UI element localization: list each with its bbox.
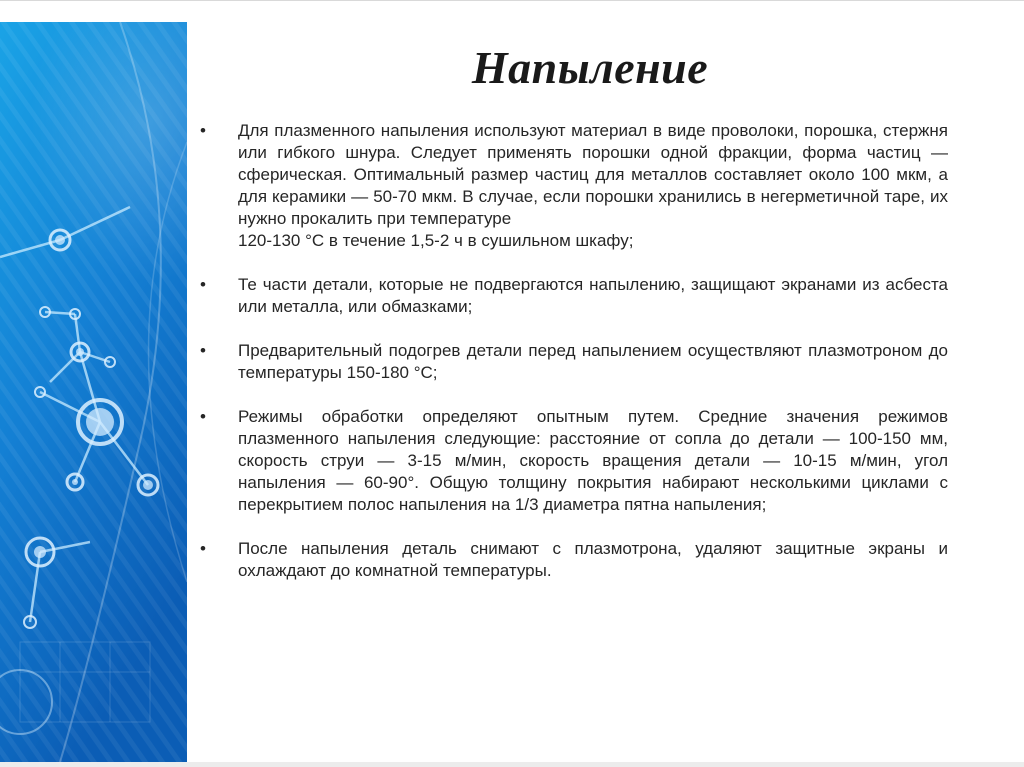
bullet-text-material: Для плазменного напыления используют материал в виде проволоки, порошка, стержня или гибкого шнура. Следует применять порошки одной фракции, форма частиц — сферическая. Оптимальный размер частиц для металлов составляет около 100 мкм, а для керамики — 50-70 мкм. В случае, если порошки хранились в негерметичной таре, их нужно прокалить при температуре xyxy=(238,121,948,228)
slide-title: Напыление xyxy=(471,42,709,93)
bullet-text-finish: После напыления деталь снимают с плазмотрона, удаляют защитные экраны и охлаждают до комнатной температуры. xyxy=(238,539,948,580)
top-border xyxy=(0,0,1024,1)
bullet-list xyxy=(198,120,948,582)
bullet-text-protection: Те части детали, которые не подвергаются напылению, защищают экранами из асбеста или металла, или обмазками; xyxy=(238,275,948,316)
bullet-item-modes xyxy=(198,406,948,516)
bullet-text-modes: Режимы обработки определяют опытным путем. Средние значения режимов плазменного напыления следующие: расстояние от сопла до детали — 100-150 мм, скорость струи — 3-15 м/мин, скорость вращения детали — 10-15 м/мин, угол напыления — 60-90°. Общую толщину покрытия набирают несколькими циклами с перекрытием полос напыления на 1/3 диаметра пятна напыления; xyxy=(238,407,948,514)
bullet-item-finish xyxy=(198,538,948,582)
bottom-border xyxy=(0,762,1024,767)
bullet-dot: • xyxy=(200,539,206,558)
bullet-dot: • xyxy=(200,341,206,360)
decorative-side-panel xyxy=(0,22,187,762)
bullet-item-protection xyxy=(198,274,948,318)
molecule-network-graphic xyxy=(0,22,187,762)
bullet-text-material-temperature: 120-130 °С в течение 1,5-2 ч в сушильном шкафу; xyxy=(238,231,634,250)
bullet-dot: • xyxy=(200,121,206,140)
bullet-dot: • xyxy=(200,275,206,294)
bullet-item-preheat xyxy=(198,340,948,384)
bullet-text-preheat: Предварительный подогрев детали перед напылением осуществляют плазмотроном до температуры 150-180 °С; xyxy=(238,341,948,382)
bullet-item-material xyxy=(198,120,948,252)
bullet-dot: • xyxy=(200,407,206,426)
